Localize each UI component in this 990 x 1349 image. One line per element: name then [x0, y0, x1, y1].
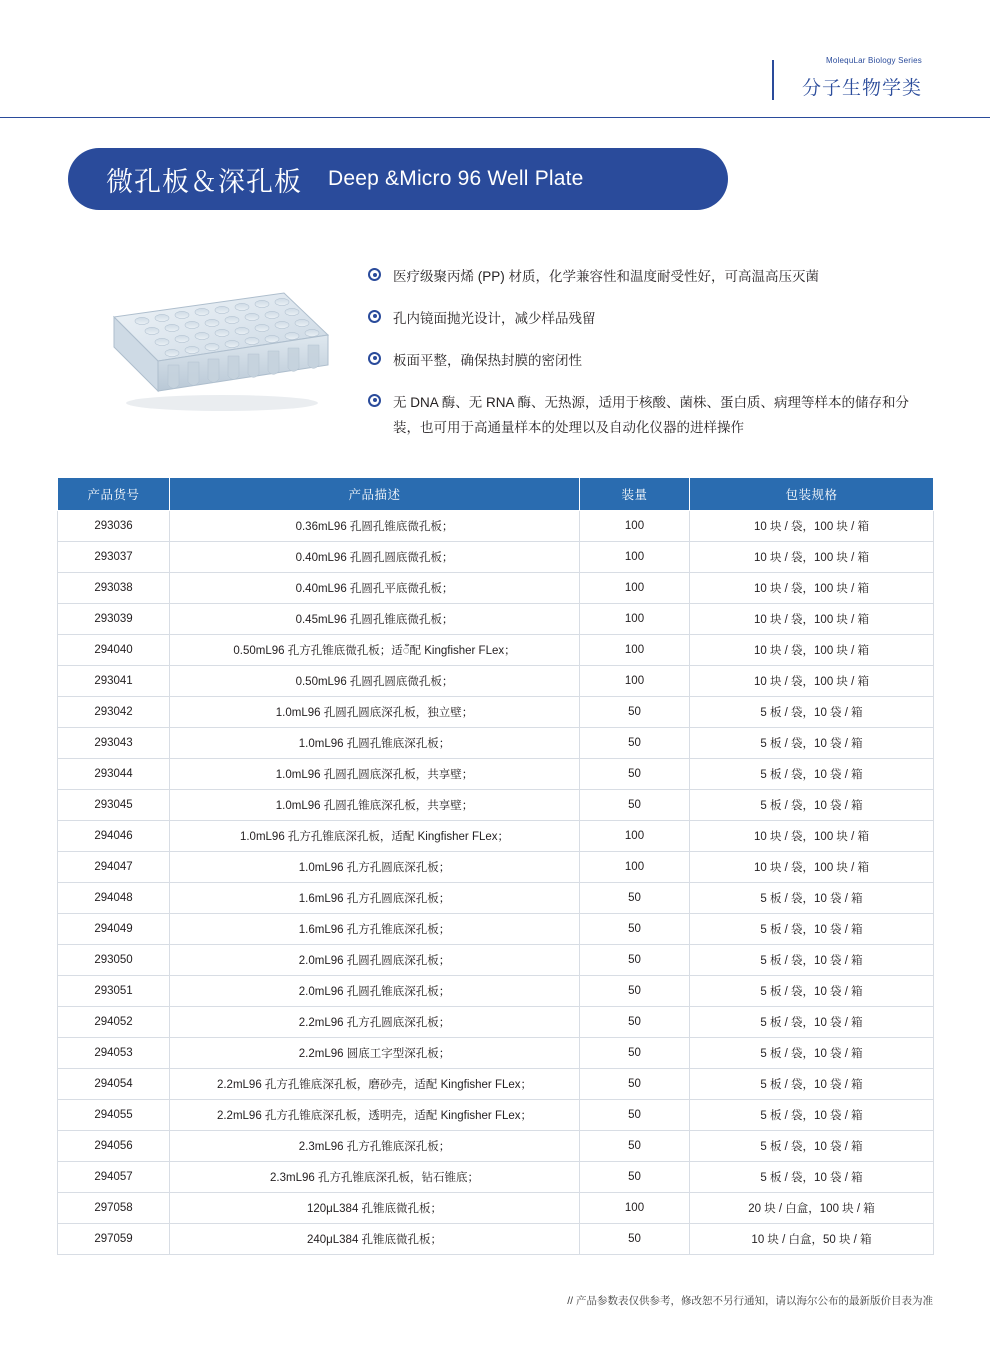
- cell-code: 294046: [58, 821, 170, 852]
- cell-description: 1.0mL96 孔方孔圆底深孔板；: [170, 852, 580, 883]
- bullet-icon: [368, 268, 381, 281]
- cell-description: 2.3mL96 孔方孔锥底深孔板，钻石锥底；: [170, 1162, 580, 1193]
- table-row: [58, 1193, 934, 1224]
- cell-quantity: 50: [580, 728, 690, 759]
- table-row: [58, 821, 934, 852]
- feature-list: [368, 265, 928, 458]
- table-row: [58, 635, 934, 666]
- table-row: [58, 1224, 934, 1255]
- feature-text: 板面平整，确保热封膜的密闭性: [393, 352, 582, 368]
- cell-description: 1.0mL96 孔圆孔锥底深孔板，共享壁；: [170, 790, 580, 821]
- cell-quantity: 50: [580, 1007, 690, 1038]
- cell-quantity: 50: [580, 976, 690, 1007]
- cell-quantity: 100: [580, 542, 690, 573]
- table-row: [58, 1162, 934, 1193]
- cell-packaging: 10 块 / 袋，100 块 / 箱: [690, 573, 934, 604]
- table-row: [58, 728, 934, 759]
- table-header-row: [58, 478, 934, 511]
- cell-code: 294053: [58, 1038, 170, 1069]
- cell-code: 297058: [58, 1193, 170, 1224]
- cell-packaging: 5 板 / 袋，10 袋 / 箱: [690, 759, 934, 790]
- cell-code: 294052: [58, 1007, 170, 1038]
- cell-code: 293050: [58, 945, 170, 976]
- cell-code: 294040: [58, 635, 170, 666]
- cell-description: 0.45mL96 孔圆孔锥底微孔板；: [170, 604, 580, 635]
- column-header-packaging: 包装规格: [690, 478, 934, 511]
- table-row: [58, 697, 934, 728]
- table-row: [58, 542, 934, 573]
- cell-quantity: 100: [580, 821, 690, 852]
- table-row: [58, 1131, 934, 1162]
- cell-quantity: 50: [580, 697, 690, 728]
- cell-quantity: 50: [580, 1038, 690, 1069]
- cell-packaging: 5 板 / 袋，10 袋 / 箱: [690, 790, 934, 821]
- header-divider: [0, 117, 990, 118]
- column-header-description: 产品描述: [170, 478, 580, 511]
- table-row: [58, 976, 934, 1007]
- cell-description: 2.0mL96 孔圆孔圆底深孔板；: [170, 945, 580, 976]
- cell-code: 293041: [58, 666, 170, 697]
- cell-quantity: 100: [580, 852, 690, 883]
- cell-description: 2.2mL96 孔方孔锥底深孔板，透明壳，适配 Kingfisher FLex；: [170, 1100, 580, 1131]
- spec-table: [57, 477, 934, 1255]
- cell-description: 2.2mL96 孔方孔圆底深孔板；: [170, 1007, 580, 1038]
- cell-packaging: 10 块 / 袋，100 块 / 箱: [690, 542, 934, 573]
- cell-packaging: 5 板 / 袋，10 袋 / 箱: [690, 728, 934, 759]
- brand-text: [802, 56, 922, 100]
- cell-quantity: 100: [580, 635, 690, 666]
- cell-quantity: 100: [580, 511, 690, 542]
- cell-description: 1.6mL96 孔方孔锥底深孔板；: [170, 914, 580, 945]
- cell-description: 1.0mL96 孔圆孔圆底深孔板，共享壁；: [170, 759, 580, 790]
- feature-item: [368, 391, 928, 441]
- cell-packaging: 10 块 / 袋，100 块 / 箱: [690, 666, 934, 697]
- page-header: [0, 0, 990, 118]
- page-title-en: Deep &Micro 96 Well Plate: [328, 167, 584, 190]
- cell-packaging: 10 块 / 袋，100 块 / 箱: [690, 511, 934, 542]
- table-row: [58, 852, 934, 883]
- cell-packaging: 10 块 / 白盒，50 块 / 箱: [690, 1224, 934, 1255]
- table-row: [58, 914, 934, 945]
- table-row: [58, 1007, 934, 1038]
- cell-description: 2.2mL96 圆底工字型深孔板；: [170, 1038, 580, 1069]
- cell-quantity: 50: [580, 1162, 690, 1193]
- table-row: [58, 790, 934, 821]
- cell-description: 1.0mL96 孔方孔锥底深孔板，适配 Kingfisher FLex；: [170, 821, 580, 852]
- cell-packaging: 5 板 / 袋，10 袋 / 箱: [690, 1038, 934, 1069]
- cell-packaging: 5 板 / 袋，10 袋 / 箱: [690, 1069, 934, 1100]
- cell-code: 293043: [58, 728, 170, 759]
- cell-quantity: 50: [580, 759, 690, 790]
- cell-code: 293051: [58, 976, 170, 1007]
- cell-packaging: 10 块 / 袋，100 块 / 箱: [690, 604, 934, 635]
- feature-item: [368, 265, 928, 290]
- cell-quantity: 100: [580, 573, 690, 604]
- cell-description: 0.36mL96 孔圆孔锥底微孔板；: [170, 511, 580, 542]
- cell-quantity: 50: [580, 945, 690, 976]
- feature-text: 无 DNA 酶、无 RNA 酶、无热源，适用于核酸、菌株、蛋白质、病理等样本的储存和分装，也可用于高通量样本的处理以及自动化仪器的进样操作: [393, 394, 910, 435]
- bullet-icon: [368, 352, 381, 365]
- feature-text: 孔内镜面抛光设计，减少样品残留: [393, 310, 596, 326]
- cell-quantity: 100: [580, 1193, 690, 1224]
- cell-code: 293044: [58, 759, 170, 790]
- cell-description: 1.0mL96 孔圆孔锥底深孔板；: [170, 728, 580, 759]
- cell-quantity: 50: [580, 914, 690, 945]
- brand-title-cn: 分子生物学类: [801, 78, 922, 99]
- cell-packaging: 5 板 / 袋，10 袋 / 箱: [690, 1007, 934, 1038]
- table-row: [58, 759, 934, 790]
- cell-description: 0.40mL96 孔圆孔平底微孔板；: [170, 573, 580, 604]
- brand-divider-line: [772, 60, 774, 100]
- bullet-icon: [368, 310, 381, 323]
- cell-code: 294055: [58, 1100, 170, 1131]
- spec-table-container: [57, 477, 933, 1255]
- cell-packaging: 10 块 / 袋，100 块 / 箱: [690, 635, 934, 666]
- cell-quantity: 50: [580, 790, 690, 821]
- cell-code: 293039: [58, 604, 170, 635]
- table-row: [58, 1038, 934, 1069]
- column-header-code: 产品货号: [58, 478, 170, 511]
- cell-packaging: 5 板 / 袋，10 袋 / 箱: [690, 1162, 934, 1193]
- cell-description: 0.50mL96 孔方孔锥底微孔板；适ँ配 Kingfisher FLex；: [170, 635, 580, 666]
- cell-quantity: 100: [580, 604, 690, 635]
- cell-code: 293042: [58, 697, 170, 728]
- cell-quantity: 50: [580, 883, 690, 914]
- brand-block: [772, 56, 922, 104]
- cell-packaging: 10 块 / 袋，100 块 / 箱: [690, 821, 934, 852]
- cell-packaging: 5 板 / 袋，10 袋 / 箱: [690, 945, 934, 976]
- cell-packaging: 5 板 / 袋，10 袋 / 箱: [690, 1131, 934, 1162]
- cell-code: 294048: [58, 883, 170, 914]
- table-row: [58, 511, 934, 542]
- cell-code: 293045: [58, 790, 170, 821]
- cell-packaging: 5 板 / 袋，10 袋 / 箱: [690, 697, 934, 728]
- feature-item: [368, 307, 928, 332]
- cell-description: 2.2mL96 孔方孔锥底深孔板，磨砂壳，适配 Kingfisher FLex；: [170, 1069, 580, 1100]
- cell-code: 294056: [58, 1131, 170, 1162]
- cell-description: 0.50mL96 孔圆孔圆底微孔板；: [170, 666, 580, 697]
- feature-item: [368, 349, 928, 374]
- brand-subtitle-en: MolequLar Biology Series: [826, 56, 922, 65]
- cell-packaging: 5 板 / 袋，10 袋 / 箱: [690, 976, 934, 1007]
- table-row: [58, 1100, 934, 1131]
- cell-quantity: 50: [580, 1069, 690, 1100]
- page-title-cn: 微孔板＆深孔板: [106, 166, 302, 197]
- cell-description: 120μL384 孔锥底微孔板；: [170, 1193, 580, 1224]
- page-title-banner: [68, 148, 728, 210]
- cell-quantity: 50: [580, 1224, 690, 1255]
- cell-code: 293036: [58, 511, 170, 542]
- bullet-icon: [368, 394, 381, 407]
- cell-packaging: 5 板 / 袋，10 袋 / 箱: [690, 1100, 934, 1131]
- cell-code: 294057: [58, 1162, 170, 1193]
- table-row: [58, 666, 934, 697]
- table-row: [58, 604, 934, 635]
- cell-description: 2.0mL96 孔圆孔锥底深孔板；: [170, 976, 580, 1007]
- cell-description: 1.0mL96 孔圆孔圆底深孔板，独立壁；: [170, 697, 580, 728]
- cell-packaging: 5 板 / 袋，10 袋 / 箱: [690, 883, 934, 914]
- footer-note: // 产品参数表仅供参考，修改恕不另行通知，请以海尔公布的最新版价目表为准: [567, 1295, 933, 1307]
- cell-packaging: 5 板 / 袋，10 袋 / 箱: [690, 914, 934, 945]
- cell-code: 294047: [58, 852, 170, 883]
- feature-text: 医疗级聚丙烯 (PP) 材质，化学兼容性和温度耐受性好，可高温高压灭菌: [393, 269, 820, 284]
- cell-description: 0.40mL96 孔圆孔圆底微孔板；: [170, 542, 580, 573]
- cell-packaging: 10 块 / 袋，100 块 / 箱: [690, 852, 934, 883]
- cell-description: 2.3mL96 孔方孔锥底深孔板；: [170, 1131, 580, 1162]
- cell-description: 240μL384 孔锥底微孔板；: [170, 1224, 580, 1255]
- cell-quantity: 50: [580, 1131, 690, 1162]
- cell-packaging: 20 块 / 白盒，100 块 / 箱: [690, 1193, 934, 1224]
- cell-code: 293037: [58, 542, 170, 573]
- table-row: [58, 1069, 934, 1100]
- cell-code: 293038: [58, 573, 170, 604]
- column-header-quantity: 装量: [580, 478, 690, 511]
- table-row: [58, 573, 934, 604]
- table-row: [58, 883, 934, 914]
- spec-table-body: [58, 511, 934, 1255]
- cell-quantity: 50: [580, 1100, 690, 1131]
- product-photo: [72, 265, 340, 425]
- table-row: [58, 945, 934, 976]
- cell-code: 294049: [58, 914, 170, 945]
- cell-code: 294054: [58, 1069, 170, 1100]
- cell-quantity: 100: [580, 666, 690, 697]
- cell-code: 297059: [58, 1224, 170, 1255]
- cell-description: 1.6mL96 孔方孔圆底深孔板；: [170, 883, 580, 914]
